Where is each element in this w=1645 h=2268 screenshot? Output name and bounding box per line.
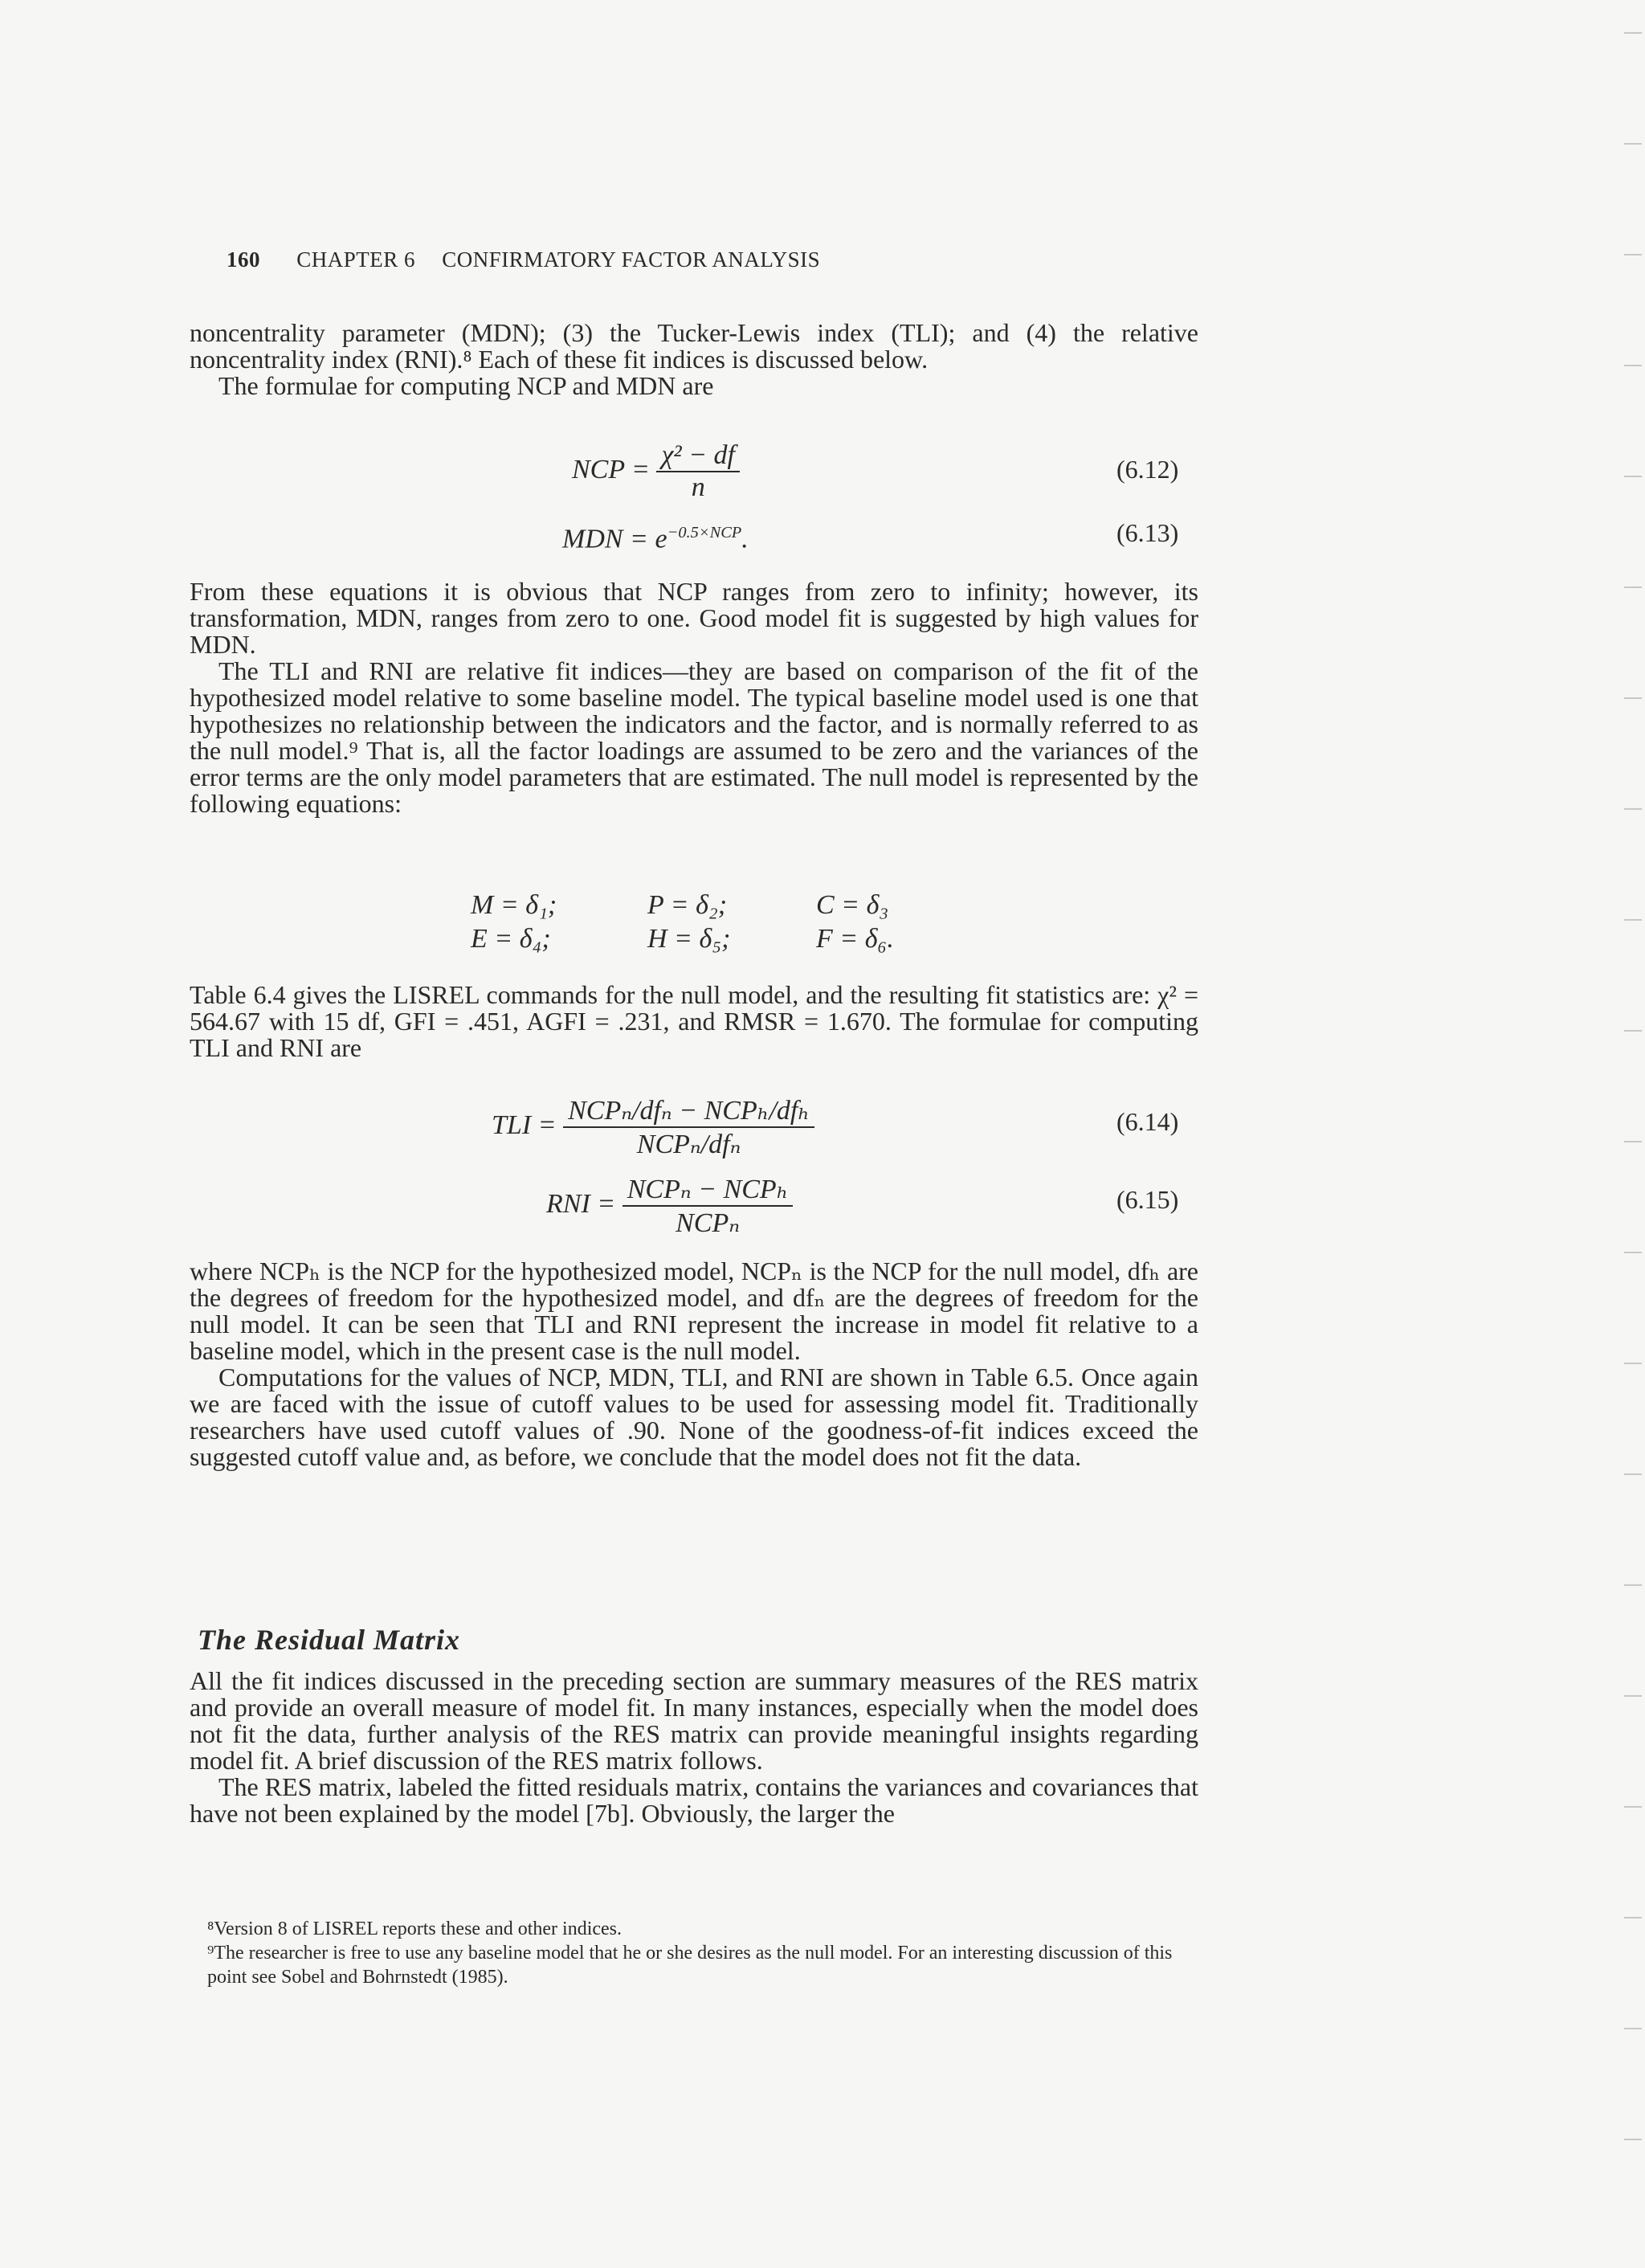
paragraph-4 <box>190 1258 1198 1470</box>
paragraph-text: From these equations it is obvious that NCP ranges from zero to infinity; however, its transformation, MDN, ranges from zero to one. Good model fit is suggested by high values for MDN. <box>190 577 1198 659</box>
paragraph-text: The TLI and RNI are relative fit indices—they are based on comparison of the fit of the hypothesized model relative to some baseline model. The typical baseline model used is one that hypothesizes no relationship between the indicators and the factor, and is normally referred to as the null model.⁹ That is, all the factor loadings are assumed to be zero and the variances of the error terms are the only model parameters that are estimated. The null model is represented by the following equations: <box>190 656 1198 818</box>
equation-lhs: MDN = <box>562 524 655 554</box>
numerator: NCPₙ − NCPₕ <box>622 1173 794 1207</box>
chapter-title: CONFIRMATORY FACTOR ANALYSIS <box>442 247 821 272</box>
equation-lhs: RNI = <box>546 1188 616 1219</box>
footnote-9: ⁹The researcher is free to use any baseline model that he or she desires as the null model. For an interesting discussion of this point see Sobel and Bohrnstedt (1985). <box>207 1943 1173 1988</box>
null-equation: M = δ₁; <box>471 890 557 920</box>
equation-row <box>471 924 1033 954</box>
exponent: −0.5×NCP <box>667 524 742 541</box>
null-equation: C = δ₃ <box>816 890 889 920</box>
fraction <box>656 440 740 503</box>
equation-lhs: TLI = <box>492 1109 557 1140</box>
equation-6-15 <box>546 1173 793 1239</box>
paragraph-text: where NCPₕ is the NCP for the hypothesized model, NCPₙ is the NCP for the null model, dfₕ are the degrees of freedom for the hypothesized model, and dfₙ are the degrees of freedom for the null model. It can be seen that TLI and RNI represent the increase in model fit relative to a baseline model, which in the present case is the null model. <box>190 1257 1198 1365</box>
page-edge-ticks <box>1613 0 1645 2268</box>
equation-lhs: NCP = <box>572 454 650 484</box>
paragraph-text: Computations for the values of NCP, MDN, TLI, and RNI are shown in Table 6.5. Once again we are faced with the issue of cutoff values to be used for assessing model fit. Traditionally researchers have used cutoff values of .90. None of the goodness-of-fit indices exceed the suggested cutoff value and, as before, we conclude that the model does not fit the data. <box>190 1363 1198 1471</box>
null-model-equations <box>471 890 1033 954</box>
footnote-8: ⁸Version 8 of LISREL reports these and other indices. <box>207 1919 622 1939</box>
paragraph-3 <box>190 982 1198 1061</box>
numerator: NCPₙ/dfₙ − NCPₕ/dfₕ <box>563 1094 814 1128</box>
equation-row <box>471 890 1033 921</box>
paragraph-text: All the fit indices discussed in the preceding section are summary measures of the RES matrix and provide an overall measure of model fit. In many instances, especially when the model does not fit the data, further analysis of the RES matrix can provide meaningful insights regarding model fit. A brief discussion of the RES matrix follows. <box>190 1666 1198 1775</box>
paragraph-1 <box>190 320 1198 399</box>
equation-number: (6.13) <box>1116 518 1179 547</box>
denominator: NCPₙ <box>676 1208 741 1238</box>
paragraph-text: Table 6.4 gives the LISREL commands for the null model, and the resulting fit statistics are: χ² = 564.67 with 15 df, GFI = .451, AGFI = .231, and RMSR = 1.670. The formulae for computing TLI and RNI are <box>190 980 1198 1062</box>
page-number: 160 <box>227 247 260 272</box>
paragraph-text: noncentrality parameter (MDN); (3) the Tucker-Lewis index (TLI); and (4) the relative noncentrality index (RNI).⁸ Each of these fit indices is discussed below. <box>190 318 1198 374</box>
paragraph-text: The RES matrix, labeled the fitted residuals matrix, contains the variances and covariances that have not been explained by the model [7b]. Obviously, the larger the <box>190 1772 1199 1828</box>
equation-6-13 <box>562 524 749 554</box>
denominator: n <box>691 472 705 502</box>
equation-number: (6.14) <box>1116 1107 1179 1136</box>
null-equation: P = δ₂; <box>647 890 728 920</box>
equation-6-12 <box>572 440 740 503</box>
paragraph-text: The formulae for computing NCP and MDN are <box>218 371 714 400</box>
null-equation: E = δ₄; <box>471 924 551 954</box>
fraction <box>622 1173 794 1239</box>
running-header <box>227 247 820 272</box>
chapter-label: CHAPTER 6 <box>296 247 416 272</box>
null-equation: H = δ₅; <box>647 924 731 954</box>
exponential-base: e <box>655 524 667 554</box>
equation-tail: . <box>741 524 749 554</box>
fraction <box>563 1094 814 1160</box>
null-equation: F = δ₆. <box>816 924 894 954</box>
denominator: NCPₙ/dfₙ <box>636 1130 741 1159</box>
equation-6-14 <box>492 1094 814 1160</box>
paragraph-5 <box>190 1668 1198 1827</box>
numerator: χ² − df <box>656 440 740 472</box>
equation-number: (6.12) <box>1116 455 1179 484</box>
paragraph-2 <box>190 578 1198 817</box>
section-heading: The Residual Matrix <box>198 1624 461 1656</box>
equation-number: (6.15) <box>1116 1185 1179 1214</box>
